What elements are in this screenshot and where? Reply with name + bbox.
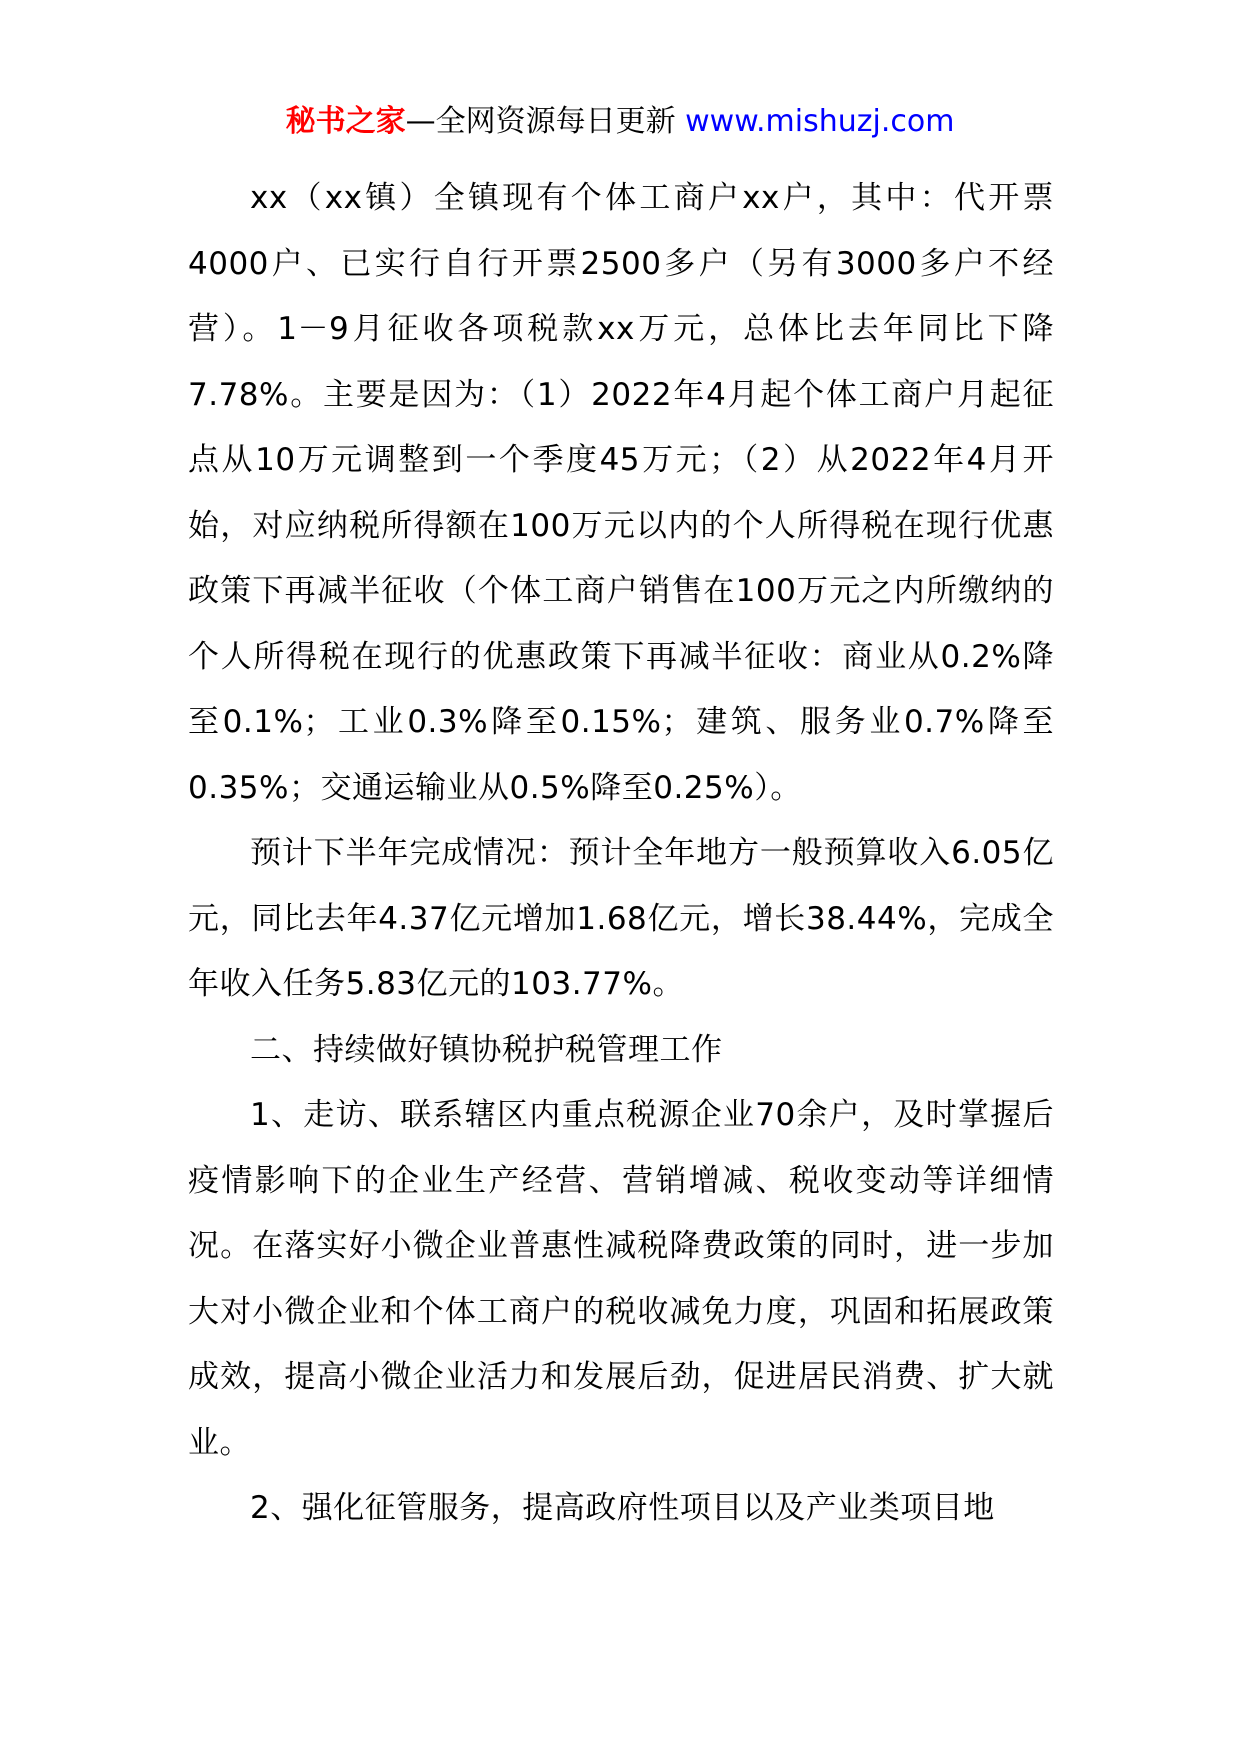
page-header bbox=[0, 100, 1240, 144]
paragraph-item-2: 2、强化征管服务，提高政府性项目以及产业类项目地 bbox=[250, 1490, 995, 1526]
paragraph-forecast: 预计下半年完成情况：预计全年地方一般预算收入6.05亿元，同比去年4.37亿元增加1.68亿元，增长38.44%，完成全年收入任务5.83亿元的103.77%。 bbox=[188, 835, 1054, 1002]
site-url[interactable]: www.mishuzj.com bbox=[685, 104, 955, 139]
paragraph-tax-collection: xx（xx镇）全镇现有个体工商户xx户，其中：代开票4000户、已实行自行开票2500多户（另有3000多户不经营）。1－9月征收各项税款xx万元，总体比去年同比下降7.78%。主要是因为：（1）2022年4月起个体工商户月起征点从10万元调整到一个季度45万元；（2）从2022年4月开始，对应纳税所得额在100万元以内的个人所得税在现行优惠政策下再减半征收（个体工商户销售在100万元之内所缴纳的个人所得税在现行的优惠政策下再减半征收：商业从0.2%降至0.1%；工业0.3%降至0.15%；建筑、服务业0.7%降至0.35%；交通运输业从0.5%降至0.25%）。 bbox=[188, 180, 1054, 806]
document-body bbox=[188, 166, 1054, 1542]
section-heading-2: 二、持续做好镇协税护税管理工作 bbox=[250, 1031, 723, 1068]
site-brand: 秘书之家 bbox=[285, 104, 406, 139]
paragraph-item-1: 1、走访、联系辖区内重点税源企业70余户，及时掌握后疫情影响下的企业生产经营、营销增减、税收变动等详细情况。在落实好小微企业普惠性减税降费政策的同时，进一步加大对小微企业和个体工商户的税收减免力度，巩固和拓展政策成效，提高小微企业活力和发展后劲，促进居民消费、扩大就业。 bbox=[188, 1097, 1054, 1461]
site-tagline: —全网资源每日更新 bbox=[405, 104, 686, 139]
